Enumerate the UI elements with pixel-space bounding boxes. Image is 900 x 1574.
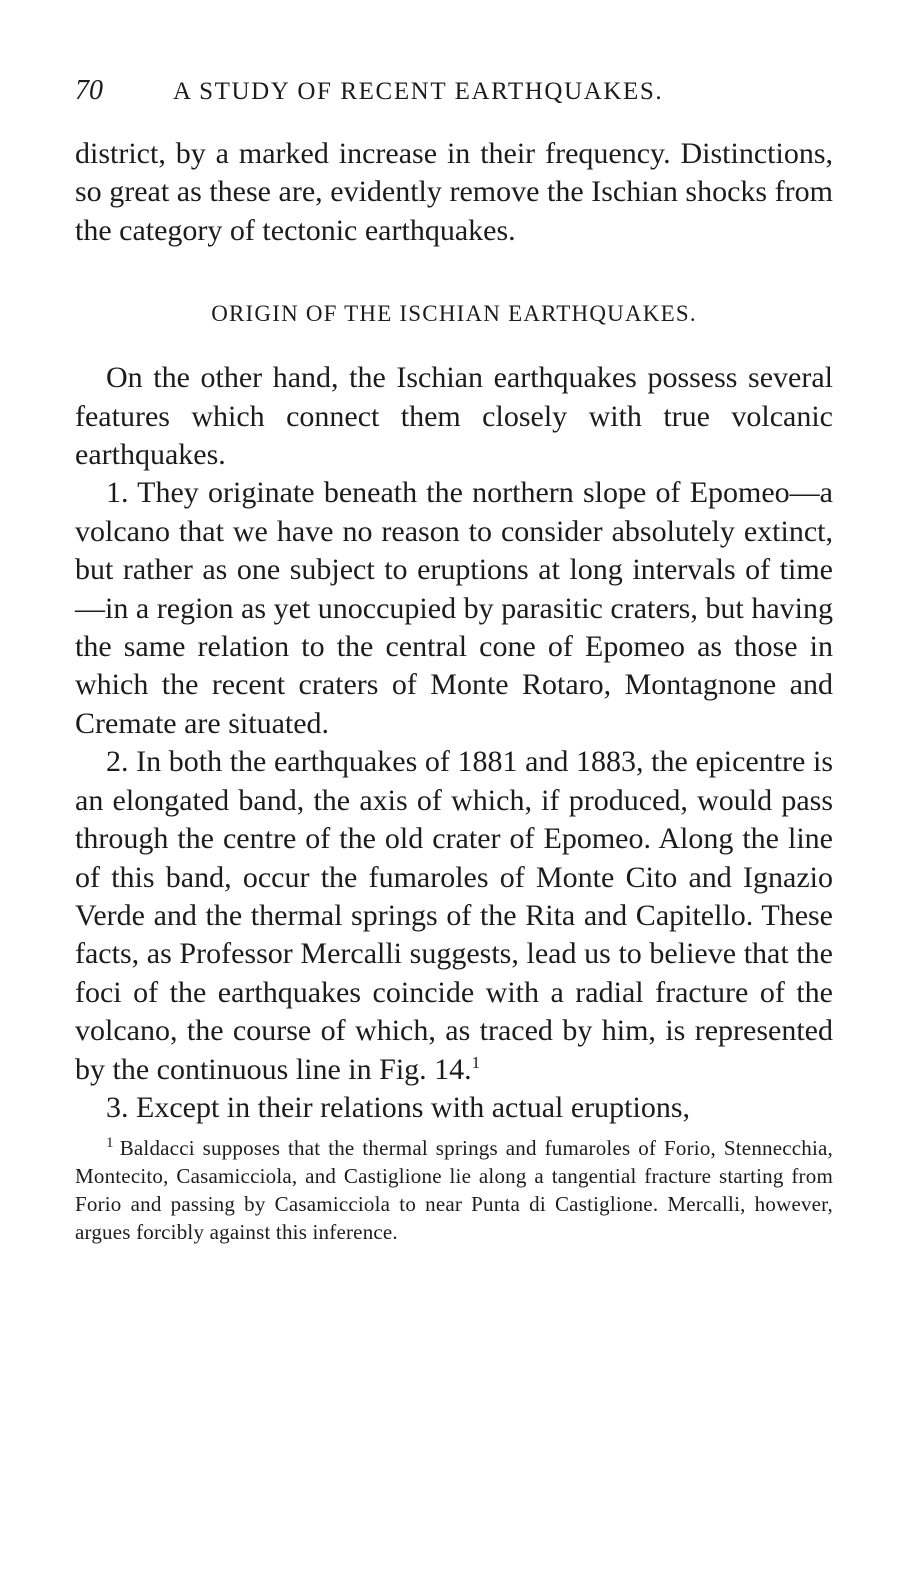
footnote-item	[75, 1134, 833, 1246]
intro-paragraph: On the other hand, the Ischian earthquakes possess several features which connect them closely with true volcanic earthquakes.	[75, 361, 833, 472]
point-1-paragraph: 1. They originate beneath the northern slope of Epomeo—a volcano that we have no reason to consider absolutely extinct, but rather as one subject to eruptions at long intervals of time—in a region as yet unoccupied by parasitic craters, but having the same relation to the central cone of Epomeo as those in which the recent craters of Monte Rotaro, Montagnone and Cremate are situated.	[75, 476, 833, 740]
footnotes	[75, 1134, 833, 1246]
page-number: 70	[75, 75, 103, 106]
book-page	[75, 70, 833, 1246]
point-3-paragraph: 3. Except in their relations with actual eruptions,	[106, 1090, 691, 1124]
footnote-mark: 1	[106, 1135, 114, 1152]
point-2-text: 2. In both the earthquakes of 1881 and 1883, the epicentre is an elongated band, the axis of which, if produced, would pass through the centre of the old crater of Epomeo. Along the line of this band, occur the fumaroles of Monte Cito and Ignazio Verde and the thermal springs of the Rita and Capitello. These facts, as Professor Mercalli suggests, lead us to believe that the foci of the earthquakes coincide with a radial fracture of the volcano, the course of which, as traced by him, is represented by the continuous line in Fig. 14.	[75, 745, 833, 1086]
footnote-text: Baldacci supposes that the thermal springs and fumaroles of Forio, Stennecchia, Montecito, Casamicciola, and Castiglione lie along a tangential fracture starting from Forio and passing by Casamicciola to near Punta di Castiglione. Mercalli, however, argues forcibly against this inference.	[75, 1136, 833, 1245]
section-heading: ORIGIN OF THE ISCHIAN EARTHQUAKES.	[211, 301, 697, 327]
footnote-reference: 1	[471, 1052, 481, 1072]
running-title: A STUDY OF RECENT EARTHQUAKES.	[173, 78, 664, 105]
running-head	[75, 70, 833, 112]
continuation-paragraph: district, by a marked increase in their frequency. Distinctions, so great as these are, evidently remove the Ischian shocks from the category of tectonic earthquakes.	[75, 137, 833, 247]
point-2-paragraph	[75, 743, 833, 1089]
